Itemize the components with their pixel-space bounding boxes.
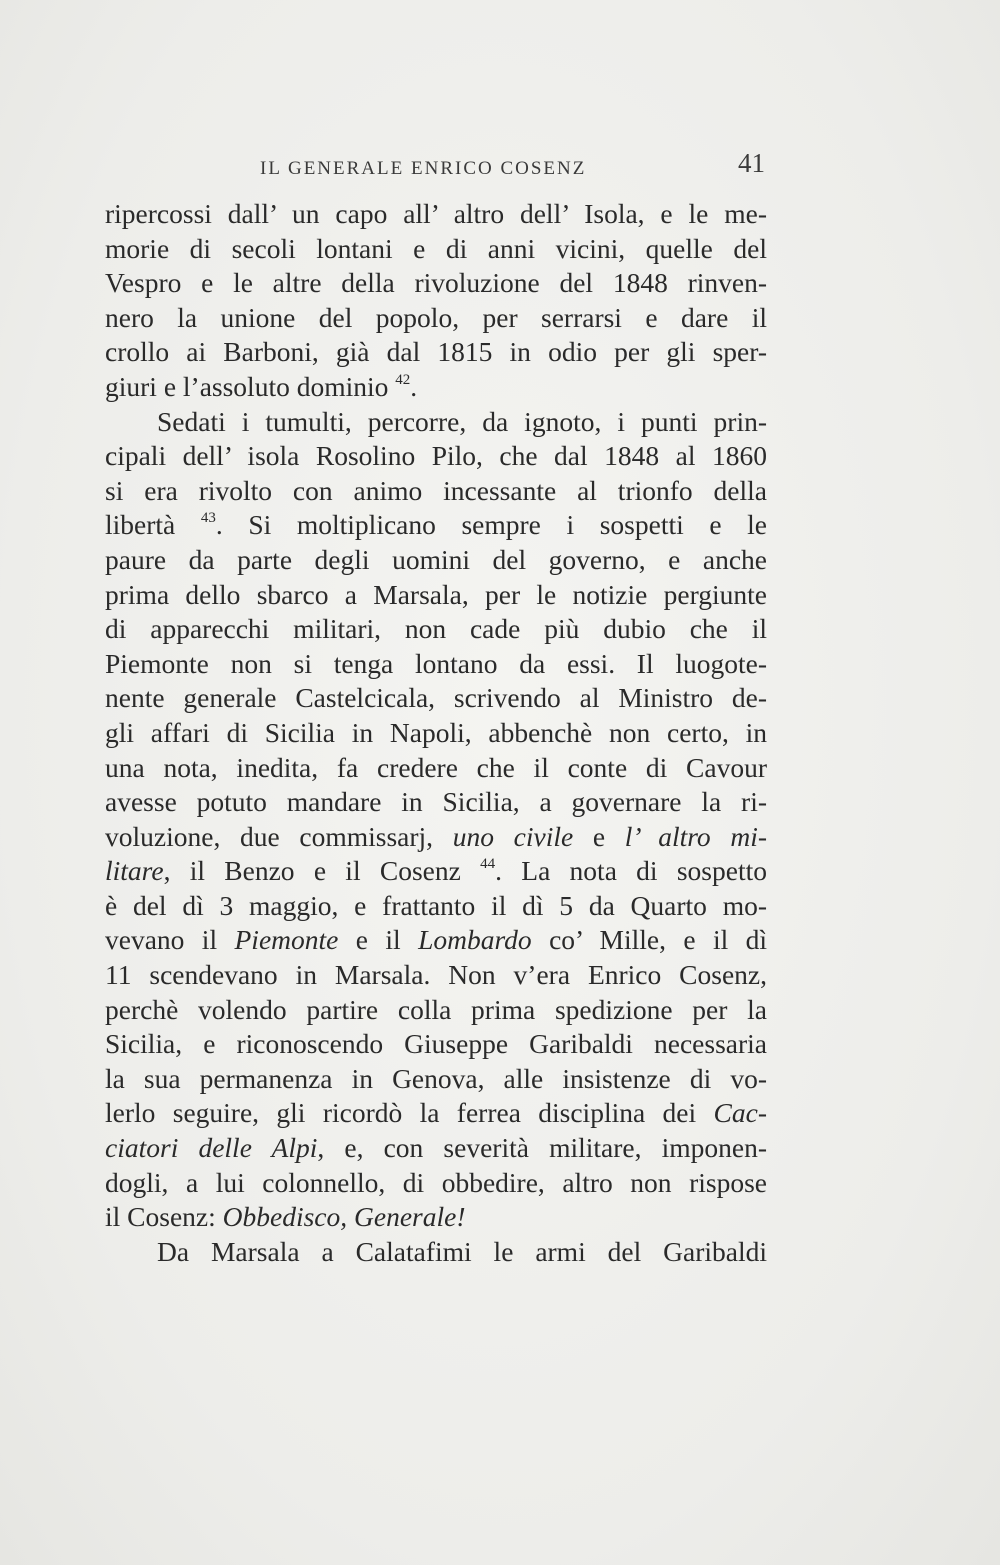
body-text: [105, 197, 767, 1269]
text-line: la sua permanenza in Genova, alle insistenze di vo-: [105, 1062, 767, 1094]
paragraph-first-line: Da Marsala a Calatafimi le armi del Garibaldi: [157, 1235, 767, 1267]
running-title: IL GENERALE ENRICO COSENZ: [260, 158, 587, 179]
text-line: Sicilia, e riconoscendo Giuseppe Garibaldi necessaria: [105, 1028, 767, 1060]
text-line: Vespro e le altre della rivoluzione del 1848 rinven-: [105, 267, 767, 299]
text-span: .: [410, 370, 418, 402]
text-line: morie di secoli lontani e di anni vicini, quelle del: [105, 232, 767, 264]
text-span: co’ Mille, e il dì: [549, 924, 768, 956]
italic-span: Obbedisco, Generale!: [222, 1201, 466, 1233]
paragraph-first-line: Sedati i tumulti, percorre, da ignoto, i punti prin-: [157, 405, 767, 437]
italic-span: Lombardo: [418, 924, 532, 956]
text-line: di apparecchi militari, non cade più dubio che il: [105, 613, 767, 645]
text-span: , e, con severità militare, imponen-: [317, 1132, 767, 1164]
text-line: perchè volendo partire colla prima spedizione per la: [105, 993, 767, 1025]
text-span: giuri e l’assoluto dominio: [105, 370, 389, 402]
text-line: 11 scendevano in Marsala. Non v’era Enrico Cosenz,: [105, 959, 767, 991]
text-span: lerlo seguire, gli ricordò la ferrea disciplina dei: [105, 1097, 697, 1129]
italic-span: ciatori delle Alpi: [105, 1132, 318, 1164]
text-span: e il: [355, 924, 401, 956]
italic-span: litare: [105, 855, 164, 887]
text-line: nente generale Castelcicala, scrivendo al Ministro de-: [105, 682, 767, 714]
text-line: una nota, inedita, fa credere che il conte di Cavour: [105, 751, 767, 783]
text-line: nero la unione del popolo, per serrarsi e dare il: [105, 301, 767, 333]
text-line: si era rivolto con animo incessante al trionfo della: [105, 474, 767, 506]
italic-span: Cac-: [713, 1097, 767, 1129]
page-number: 41: [738, 148, 765, 178]
text-line: gli affari di Sicilia in Napoli, abbenchè non certo, in: [105, 716, 767, 748]
text-line: [105, 1131, 767, 1166]
text-span: , il Benzo e il Cosenz: [163, 855, 461, 887]
text-span: . La nota di sospetto: [495, 855, 767, 887]
footnote-ref: 42: [395, 371, 411, 388]
text-line: ripercossi dall’ un capo all’ altro dell’ Isola, e le me-: [105, 198, 767, 229]
text-span: vevano il: [105, 924, 218, 956]
text-span: voluzione, due commissarj,: [105, 820, 434, 852]
text-line: dogli, a lui colonnello, di obbedire, altro non rispose: [105, 1166, 767, 1198]
italic-span: l’ altro mi-: [624, 820, 768, 852]
footnote-ref: 43: [200, 510, 216, 527]
text-line: [105, 508, 767, 543]
text-span: . Si moltiplicano sempre i sospetti e le: [215, 509, 768, 541]
italic-span: Piemonte: [234, 924, 339, 956]
text-line: è del dì 3 maggio, e frattanto il dì 5 da Quarto mo-: [105, 889, 767, 921]
text-line: [105, 1096, 767, 1131]
text-span: e: [592, 820, 606, 852]
text-line: Piemonte non si tenga lontano da essi. Il luogote-: [105, 647, 767, 679]
text-line: cipali dell’ isola Rosolino Pilo, che dal 1848 al 1860: [105, 440, 767, 472]
page-header: [105, 148, 765, 188]
text-line: [105, 370, 767, 405]
text-span: libertà: [105, 509, 176, 541]
text-line: crollo ai Barboni, già dal 1815 in odio per gli sper-: [105, 336, 767, 368]
footnote-ref: 44: [480, 856, 496, 873]
italic-span: uno civile: [452, 820, 574, 852]
text-line: paure da parte degli uomini del governo, e anche: [105, 543, 767, 575]
text-span: il Cosenz:: [105, 1201, 216, 1233]
text-line: avesse potuto mandare in Sicilia, a governare la ri-: [105, 786, 767, 818]
text-line: [105, 1200, 767, 1235]
text-line: [105, 820, 767, 855]
text-line: [105, 854, 767, 889]
text-line: prima dello sbarco a Marsala, per le notizie pergiunte: [105, 578, 767, 610]
text-line: [105, 923, 767, 958]
